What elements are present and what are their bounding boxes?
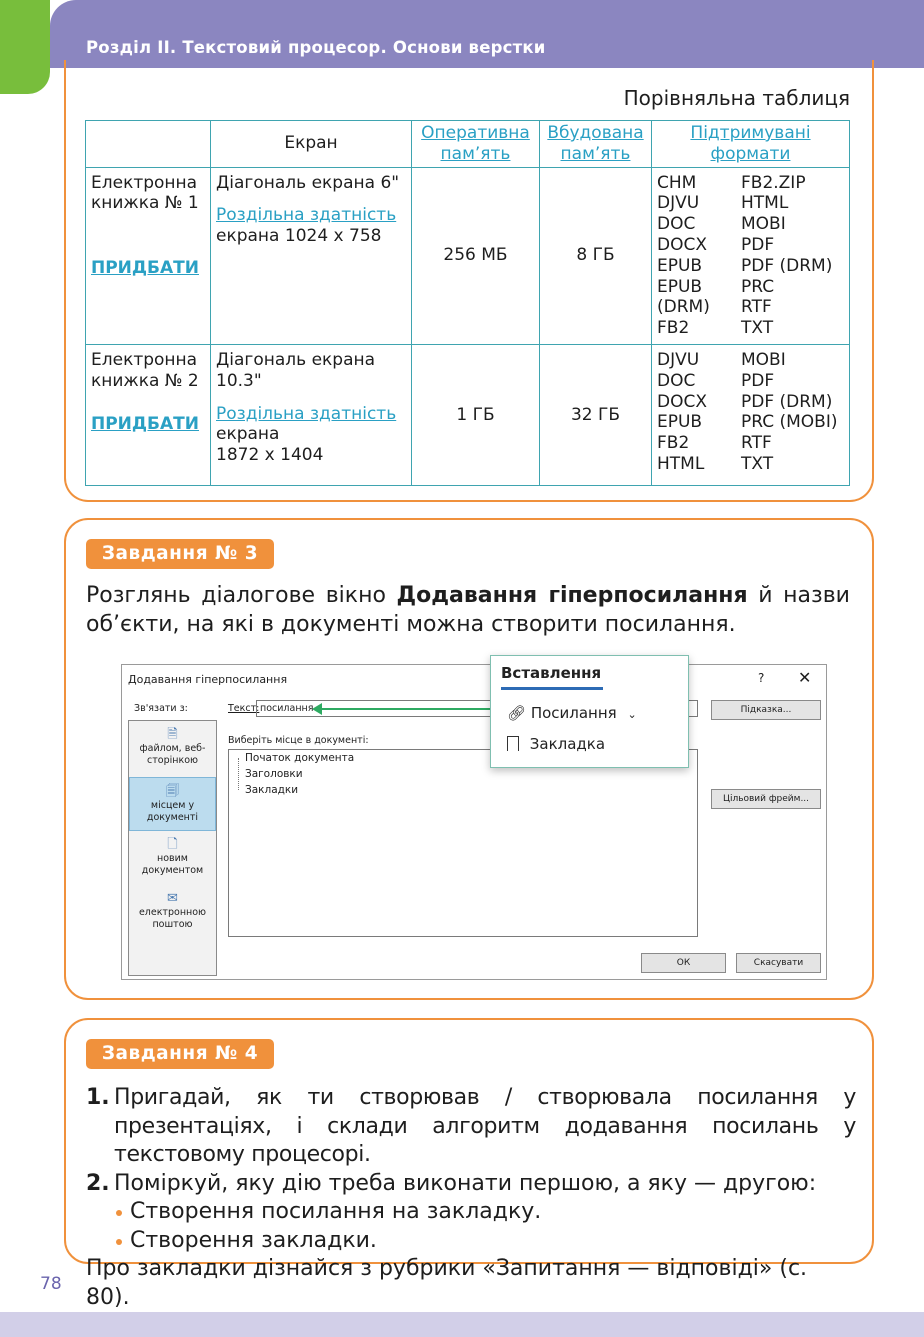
device-cell: [86, 167, 211, 344]
list-item: [86, 1170, 856, 1199]
formats-right: [741, 350, 844, 475]
bullet-text: Створення закладки.: [130, 1227, 377, 1253]
link-to-new-document-option[interactable]: [129, 839, 216, 877]
footer-bar: [0, 1312, 924, 1337]
option-label: місцем у документі: [146, 800, 199, 823]
ram-value: 1 ГБ: [412, 344, 540, 485]
format-item: MOBI: [741, 214, 786, 235]
formats-cell: [652, 344, 850, 485]
ram-value: 256 МБ: [412, 167, 540, 344]
item-number: 2.: [86, 1170, 110, 1196]
header-formats[interactable]: [652, 121, 850, 168]
chapter-color-tab: [0, 0, 50, 94]
bullet-icon: [116, 1210, 122, 1216]
arrow-head-icon: [312, 703, 322, 715]
resolution-link[interactable]: Роздільна здатність: [216, 205, 397, 226]
format-item: FB2.ZIP: [741, 172, 806, 193]
chapter-title: Розділ ІІ. Текстовий процесор. Основи верстки: [86, 38, 546, 57]
new-document-icon: 🗋: [167, 837, 178, 852]
choose-place-label: Виберіть місце в документі:: [228, 735, 369, 746]
tree-item-headings[interactable]: Заголовки: [245, 768, 303, 780]
text-input[interactable]: посилання: [256, 700, 698, 717]
task3-text: [86, 581, 850, 639]
link-icon: 🔗︎: [507, 704, 527, 722]
format-item: DOCX: [657, 234, 707, 255]
format-item: PDF: [741, 370, 775, 391]
header-empty: [86, 121, 211, 168]
format-item: DJVU: [657, 349, 700, 370]
option-label: файлом, веб-сторінкою: [139, 743, 206, 766]
format-item: EPUB: [657, 412, 703, 433]
formats-cell: [652, 167, 850, 344]
storage-value: 32 ГБ: [540, 344, 652, 485]
device-cell: [86, 344, 211, 485]
task3-badge: Завдання № 3: [86, 539, 274, 569]
item-text: Пригадай, як ти створював / створювала посилання у презентаціях, і склади алгоритм додавання посилань у текстовому процесорі.: [114, 1085, 856, 1167]
hyperlink-dialog: [121, 664, 827, 980]
bookmark-icon: [507, 736, 519, 751]
tab-insert[interactable]: Вставлення: [501, 664, 602, 682]
link-to-label: Зв'язати з:: [134, 703, 188, 714]
tree-item-bookmarks[interactable]: Закладки: [245, 784, 299, 796]
place-in-document-icon: 🗐: [166, 784, 179, 799]
bookmark-item-label: Закладка: [529, 735, 606, 753]
table-caption: Порівняльна таблиця: [623, 86, 850, 110]
screen-diagonal: Діагональ екрана 6": [216, 172, 400, 193]
link-to-panel: [128, 720, 217, 976]
dialog-title: Додавання гіперпосилання: [128, 673, 288, 686]
bookmark-menu-item[interactable]: [507, 735, 605, 753]
format-item: RTF: [741, 297, 772, 318]
ok-button[interactable]: ОК: [641, 953, 726, 973]
target-frame-button[interactable]: Цільовий фрейм...: [711, 789, 821, 809]
resolution-value: екрана 1024 x 758: [216, 226, 382, 247]
comparison-table: [85, 120, 850, 486]
table-row: [86, 344, 850, 485]
task3-text-start: Розглянь діалогове вікно: [86, 583, 397, 608]
format-item: DOC: [657, 214, 696, 235]
table-row: [86, 167, 850, 344]
document-places-tree[interactable]: [228, 749, 698, 937]
table-header-row: [86, 121, 850, 168]
format-item: PRC: [741, 276, 775, 297]
format-item: MOBI: [741, 349, 786, 370]
bullet-item: [86, 1198, 856, 1227]
header-ram[interactable]: [412, 121, 540, 168]
bullet-icon: [116, 1239, 122, 1245]
format-item: PRC (MOBI): [741, 412, 838, 433]
file-web-icon: 🗎: [167, 727, 178, 742]
formats-right: [741, 173, 844, 339]
task3-text-bold: Додавання гіперпосилання: [396, 583, 748, 608]
screen-cell: [211, 344, 412, 485]
cancel-button[interactable]: Скасувати: [736, 953, 821, 973]
text-label: Текст:: [228, 703, 260, 714]
header-ram-link[interactable]: Оперативна пам’ять: [421, 123, 530, 164]
link-menu-item[interactable]: [507, 704, 637, 722]
close-icon[interactable]: ✕: [798, 668, 812, 687]
format-item: PDF: [741, 234, 775, 255]
format-item: PDF (DRM): [741, 391, 833, 412]
format-item: FB2: [657, 318, 690, 339]
bullet-text: Створення посилання на закладку.: [130, 1199, 542, 1224]
header-bar: [50, 0, 924, 68]
item-text: Поміркуй, яку дію треба виконати першою, а яку — другою:: [114, 1170, 817, 1196]
resolution-link[interactable]: Роздільна здатність: [216, 403, 397, 424]
format-item: EPUB (DRM): [657, 276, 710, 318]
tab-underline: [501, 687, 603, 690]
email-icon: ✉: [167, 891, 178, 906]
link-to-file-option[interactable]: [129, 729, 216, 767]
link-to-email-option[interactable]: [129, 893, 216, 931]
task4-badge: Завдання № 4: [86, 1039, 274, 1069]
tree-connector: [238, 758, 240, 790]
format-item: FB2: [657, 433, 690, 454]
format-item: DOCX: [657, 391, 707, 412]
insert-ribbon-popup: [490, 655, 689, 768]
format-item: DJVU: [657, 193, 700, 214]
device-name: Електронна книжка № 2: [91, 349, 199, 391]
format-item: CHM: [657, 172, 697, 193]
format-item: TXT: [741, 453, 774, 474]
header-storage[interactable]: [540, 121, 652, 168]
task4-footer-text: Про закладки дізнайся з рубрики «Запитання — відповіді» (с. 80).: [86, 1256, 808, 1310]
format-item: HTML: [657, 453, 705, 474]
header-formats-link[interactable]: Підтримувані формати: [690, 123, 811, 164]
option-label: новим документом: [141, 853, 204, 876]
option-label: електронною поштою: [138, 907, 207, 930]
resolution-value: екрана 1872 x 1404: [216, 424, 324, 466]
item-number: 1.: [86, 1085, 110, 1110]
format-item: PDF (DRM): [741, 255, 833, 276]
storage-value: 8 ГБ: [540, 167, 652, 344]
device-name: Електронна книжка № 1: [91, 172, 199, 214]
format-item: EPUB: [657, 255, 703, 276]
task4-list: [86, 1084, 856, 1312]
header-storage-link[interactable]: Вбудована пам’ять: [547, 123, 644, 164]
formats-left: [657, 173, 741, 339]
screen-diagonal: Діагональ екрана 10.3": [216, 349, 376, 391]
format-item: TXT: [741, 318, 774, 339]
format-item: DOC: [657, 370, 696, 391]
bullet-item: [86, 1227, 856, 1256]
help-button[interactable]: ?: [758, 671, 765, 685]
format-item: RTF: [741, 433, 772, 454]
header-screen: Екран: [211, 121, 412, 168]
chevron-down-icon: ⌄: [627, 708, 637, 721]
link-item-label: Посилання: [530, 704, 617, 722]
buy-link[interactable]: ПРИДБАТИ: [91, 258, 199, 279]
formats-left: [657, 350, 741, 475]
page-number: 78: [40, 1274, 62, 1294]
link-to-place-option[interactable]: [129, 777, 216, 831]
arrow-line: [318, 708, 514, 710]
tree-item-document-start[interactable]: Початок документа: [245, 752, 355, 764]
screen-cell: [211, 167, 412, 344]
task3-text-end: й назви об’єкти, на які в документі можна створити посилання.: [86, 583, 850, 637]
buy-link[interactable]: ПРИДБАТИ: [91, 413, 199, 434]
hint-button[interactable]: Підказка...: [711, 700, 821, 720]
list-item: [86, 1084, 856, 1170]
format-item: HTML: [741, 193, 789, 214]
